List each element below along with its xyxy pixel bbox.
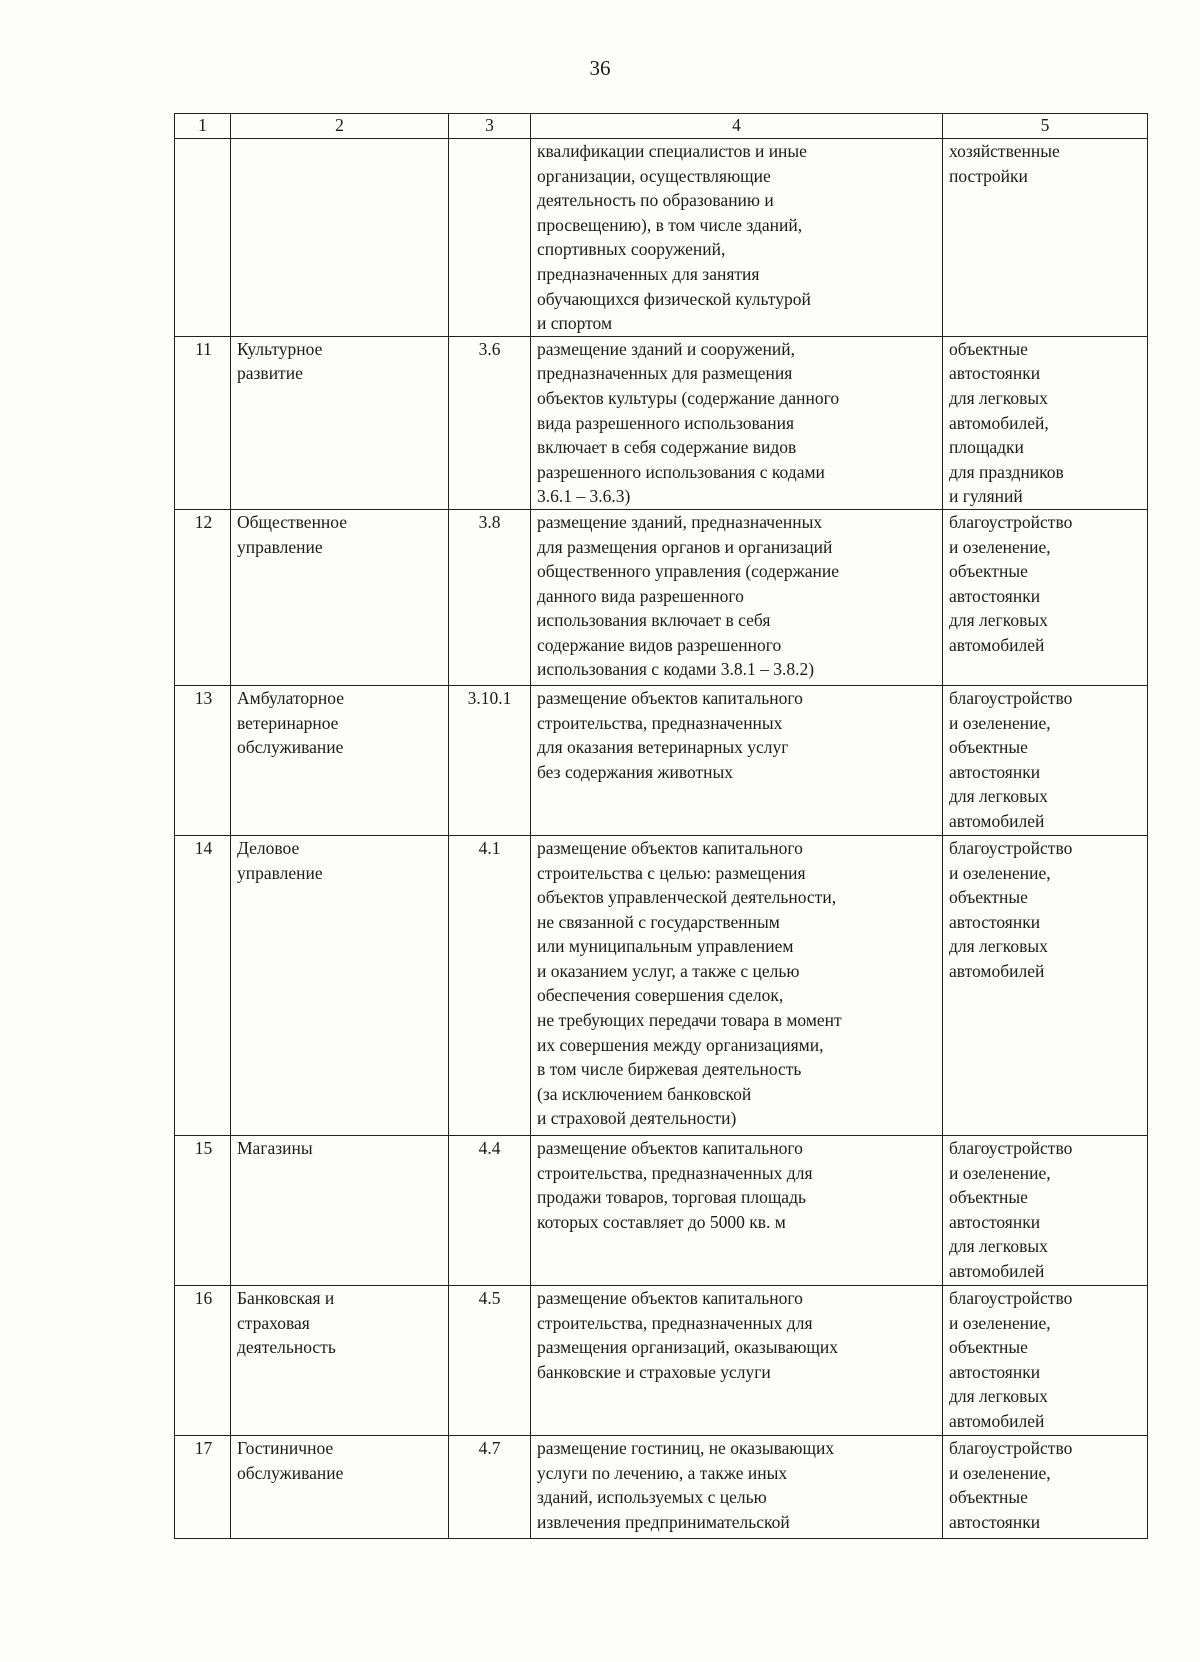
header-col-3: 3 [449,114,531,139]
auxiliary-uses: благоустройство и озеленение, объектные автостоянки для легковых автомобилей [943,1135,1148,1285]
auxiliary-uses: объектные автостоянки для легковых автомобилей, площадки для праздников и гуляний [943,336,1148,509]
table-row [175,509,1148,685]
header-col-4: 4 [531,114,943,139]
row-number: 12 [175,509,231,685]
use-type-name: Общественное управление [231,509,449,685]
auxiliary-uses: благоустройство и озеленение, объектные автостоянки для легковых автомобилей [943,509,1148,685]
use-type-code: 3.6 [449,336,531,509]
auxiliary-uses: хозяйственные постройки [943,139,1148,337]
use-type-code [449,139,531,337]
table-row [175,1435,1148,1538]
row-number: 15 [175,1135,231,1285]
table-row [175,835,1148,1135]
table-row [175,685,1148,835]
use-type-description: размещение гостиниц, не оказывающих услуги по лечению, а также иных зданий, используемых с целью извлечения предпринимательской [531,1435,943,1538]
row-number [175,139,231,337]
use-type-description: квалификации специалистов и иные организации, осуществляющие деятельность по образованию и просвещению), в том числе зданий, спортивных сооружений, предназначенных для занятия обучающихся физической культурой и спортом [531,139,943,337]
use-type-name: Культурное развитие [231,336,449,509]
use-type-name [231,139,449,337]
use-type-name: Гостиничное обслуживание [231,1435,449,1538]
table-header-row [175,114,1148,139]
auxiliary-uses: благоустройство и озеленение, объектные автостоянки для легковых автомобилей [943,835,1148,1135]
table-row [175,139,1148,337]
header-col-5: 5 [943,114,1148,139]
use-type-code: 4.7 [449,1435,531,1538]
use-type-description: размещение зданий, предназначенных для размещения органов и организаций общественного управления (содержание данного вида разрешенного использования включает в себя содержание видов разрешенного использования с кодами 3.8.1 – 3.8.2) [531,509,943,685]
auxiliary-uses: благоустройство и озеленение, объектные автостоянки для легковых автомобилей [943,685,1148,835]
use-type-name: Магазины [231,1135,449,1285]
use-type-code: 4.1 [449,835,531,1135]
use-type-description: размещение объектов капитального строительства, предназначенных для продажи товаров, торговая площадь которых составляет до 5000 кв. м [531,1135,943,1285]
page-number: 36 [589,56,611,80]
use-type-description: размещение объектов капитального строительства, предназначенных для оказания ветеринарных услуг без содержания животных [531,685,943,835]
use-type-description: размещение зданий и сооружений, предназначенных для размещения объектов культуры (содержание данного вида разрешенного использования включает в себя содержание видов разрешенного использования с кодами 3.6.1 – 3.6.3) [531,336,943,509]
use-type-code: 4.4 [449,1135,531,1285]
use-type-description: размещение объектов капитального строительства, предназначенных для размещения организаций, оказывающих банковские и страховые услуги [531,1285,943,1435]
use-type-code: 4.5 [449,1285,531,1435]
table-row [175,1135,1148,1285]
use-type-name: Банковская и страховая деятельность [231,1285,449,1435]
use-type-name: Деловое управление [231,835,449,1135]
auxiliary-uses: благоустройство и озеленение, объектные автостоянки [943,1435,1148,1538]
auxiliary-uses: благоустройство и озеленение, объектные автостоянки для легковых автомобилей [943,1285,1148,1435]
use-type-code: 3.8 [449,509,531,685]
use-type-code: 3.10.1 [449,685,531,835]
header-col-1: 1 [175,114,231,139]
row-number: 14 [175,835,231,1135]
use-type-description: размещение объектов капитального строительства с целью: размещения объектов управленческой деятельности, не связанной с государственным или муниципальным управлением и оказанием услуг, а также с целью обеспечения совершения сделок, не требующих передачи товара в момент их совершения между организациями, в том числе биржевая деятельность (за исключением банковской и страховой деятельности) [531,835,943,1135]
use-type-name: Амбулаторное ветеринарное обслуживание [231,685,449,835]
row-number: 17 [175,1435,231,1538]
header-col-2: 2 [231,114,449,139]
table-row [175,336,1148,509]
row-number: 16 [175,1285,231,1435]
land-use-table [174,113,1148,1539]
row-number: 11 [175,336,231,509]
row-number: 13 [175,685,231,835]
table-row [175,1285,1148,1435]
